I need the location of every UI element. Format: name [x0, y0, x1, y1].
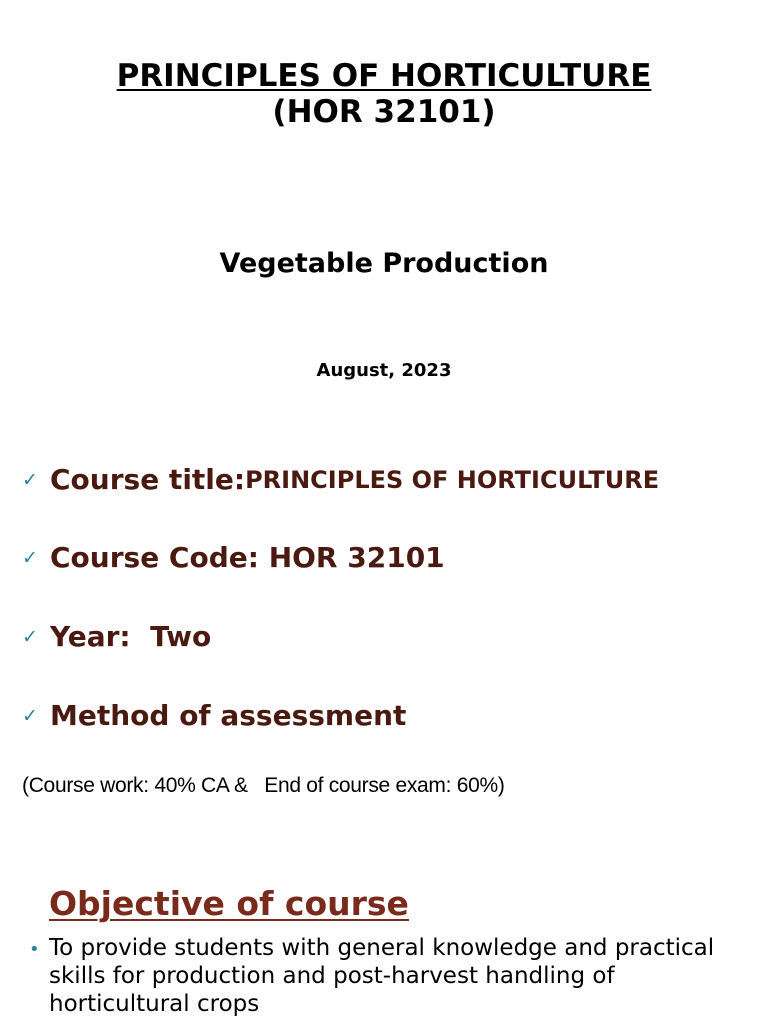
objective-list: [0, 934, 768, 1018]
assessment-label: Method of assessment: [50, 699, 407, 732]
check-icon: ✓: [22, 626, 38, 648]
document-title: [0, 58, 768, 94]
check-icon: ✓: [22, 469, 38, 491]
course-title-item: [22, 460, 659, 500]
bullet-icon: •: [29, 939, 40, 960]
check-icon: ✓: [22, 705, 38, 727]
year-item: [22, 617, 211, 657]
document-date: August, 2023: [316, 360, 452, 381]
course-title-label: Course title:: [50, 463, 246, 496]
assessment-item: [22, 696, 406, 736]
objective-heading: Objective of course: [49, 884, 409, 923]
list-item: [0, 934, 768, 1018]
year-label: Year: Two: [50, 620, 212, 653]
check-icon: ✓: [22, 547, 38, 569]
course-title-value: PRINCIPLES OF HORTICULTURE: [245, 466, 660, 494]
assessment-note: (Course work: 40% CA & End of course exam: 60%): [22, 774, 505, 797]
course-code-label: Course Code: HOR 32101: [50, 541, 445, 574]
document-subtitle: Vegetable Production: [219, 248, 549, 279]
course-code-item: [22, 538, 445, 578]
objective-text: To provide students with general knowledge and practical skills for production and post-harvest handling of horticultural crops: [49, 935, 715, 1017]
course-code-heading: (HOR 32101): [272, 94, 496, 130]
document-title-text: PRINCIPLES OF HORTICULTURE: [116, 58, 652, 94]
